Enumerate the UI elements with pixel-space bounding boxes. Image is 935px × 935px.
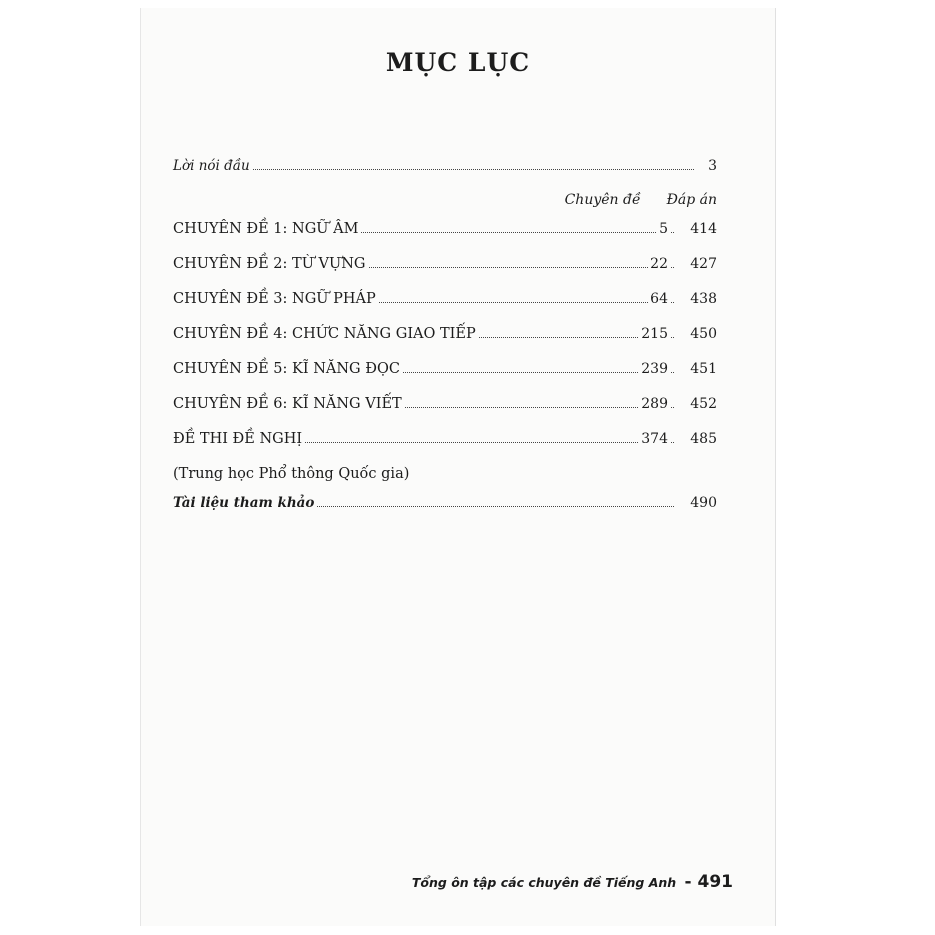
toc-chapter-label: CHUYÊN ĐỀ 3: NGỮ PHÁP [173, 291, 376, 307]
toc-answer-page: 450 [690, 326, 717, 342]
toc-chapter-row [173, 221, 717, 237]
page-title: MỤC LỤC [385, 48, 531, 77]
toc-chapter-row [173, 291, 717, 307]
toc-leader-dots [369, 256, 675, 272]
toc-references-row [173, 495, 717, 511]
toc-references-page: 490 [690, 495, 717, 511]
toc-chapter-page: 239 [639, 361, 671, 377]
toc-leader-dots [361, 221, 674, 237]
toc-chapter-label: CHUYÊN ĐỀ 1: NGỮ ÂM [173, 221, 359, 237]
toc-chapter-label: CHUYÊN ĐỀ 2: TỪ VỰNG [173, 256, 366, 272]
toc-chapter-label: ĐỀ THI ĐỀ NGHỊ [173, 431, 303, 447]
toc-answer-page: 427 [690, 256, 717, 272]
toc-chapter-row [173, 396, 717, 412]
toc-chapter-page: 289 [639, 396, 671, 412]
toc-chapter-label: CHUYÊN ĐỀ 4: CHỨC NĂNG GIAO TIẾP [173, 326, 476, 342]
footer-page-number: - 491 [684, 872, 733, 892]
footer-book-title: Tổng ôn tập các chuyên đề Tiếng Anh [411, 875, 677, 890]
column-header-chuyen-de: Chuyên đề [564, 192, 641, 208]
toc-chapter-page: 215 [639, 326, 671, 342]
column-header-dap-an: Đáp án [666, 192, 717, 208]
toc-leader-dots [379, 291, 674, 307]
toc-answer-page: 451 [690, 361, 717, 377]
toc-answer-page: 414 [690, 221, 717, 237]
toc-leader-dots [403, 361, 674, 377]
toc-chapter-page: 374 [639, 431, 671, 447]
toc-leader-dots [479, 326, 674, 342]
toc-references-label: Tài liệu tham khảo [173, 495, 315, 511]
toc-leader-dots [305, 431, 674, 447]
toc-leader-dots [317, 506, 674, 507]
toc-chapter-label: CHUYÊN ĐỀ 6: KĨ NĂNG VIẾT [173, 396, 402, 412]
toc-chapter-page: 64 [648, 291, 671, 307]
toc-chapter-row [173, 431, 717, 447]
page-footer [412, 872, 733, 892]
toc-leader-dots [253, 169, 694, 170]
toc-answer-page: 438 [690, 291, 717, 307]
toc-chapter-row [173, 326, 717, 342]
toc-answer-page: 485 [690, 431, 717, 447]
toc-intro-page: 3 [708, 158, 717, 174]
toc-note: (Trung học Phổ thông Quốc gia) [173, 466, 410, 482]
toc-answer-page: 452 [690, 396, 717, 412]
toc-column-headers [565, 192, 717, 208]
toc-chapter-page: 5 [657, 221, 671, 237]
toc-chapter-label: CHUYÊN ĐỀ 5: KĨ NĂNG ĐỌC [173, 361, 400, 377]
toc-chapter-row [173, 361, 717, 377]
toc-chapter-page: 22 [648, 256, 671, 272]
toc-intro-row [173, 158, 717, 174]
toc-chapter-row [173, 256, 717, 272]
book-page [140, 8, 776, 926]
toc-intro-label: Lời nói đầu [173, 158, 250, 174]
toc-leader-dots [405, 396, 674, 412]
